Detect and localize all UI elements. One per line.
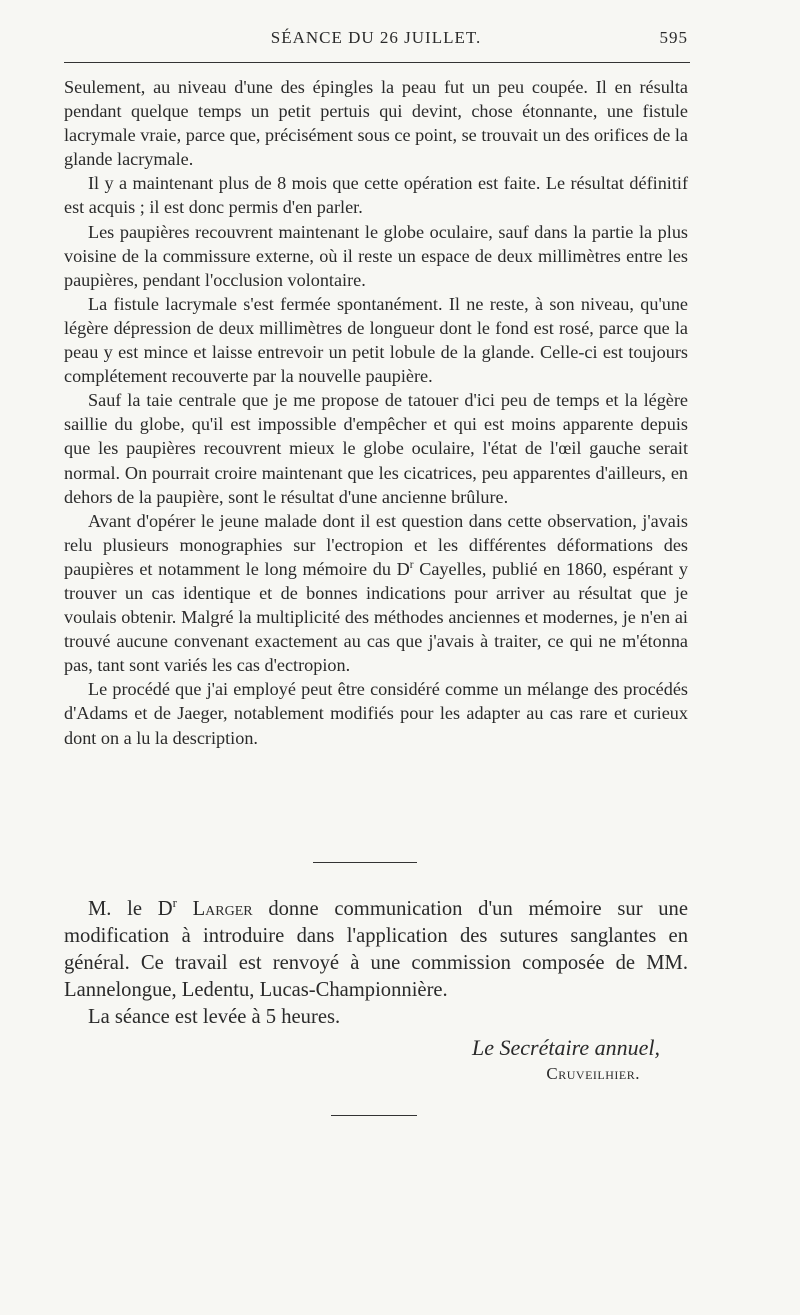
running-title: SÉANCE DU 26 JUILLET.	[270, 28, 482, 47]
paragraph: Il y a maintenant plus de 8 mois que cette opération est faite. Le résultat définitif est acquis ; il est donc permis d'en parler.	[64, 173, 688, 218]
communication-paragraph	[64, 896, 688, 1004]
author-name: Larger	[192, 898, 253, 920]
paragraph-text: Avant d'opérer le jeune malade dont il est question dans cette observation, j'avais relu plusieurs monographies sur l'ectropion et les différentes déformations des paupières et notamment le long mémoire du D	[64, 510, 688, 579]
superscript: r	[172, 896, 177, 911]
signature-name: Cruveilhier.	[546, 1064, 640, 1083]
paragraph-text: Cayelles, publié en 1860, espérant y trouver un cas identique et de bonnes indications pour arriver au résultat que je voulais obtenir. Malgré la multiplicité des méthodes anciennes et modernes, je n'en ai trouvé aucune convenant exactement au cas que j'avais à traiter, ce qui ne m'étonna pas, tant sont variés les cas d'ectropion.	[64, 558, 688, 676]
paragraph-text: donne communication d'un mémoire sur une modification à introduire dans l'application des sutures sanglantes en général. Ce travail est renvoyé à une commission composée de MM. Lannelongue, Ledentu, Lucas-Championnière.	[64, 898, 688, 1001]
signature-role: Le Secrétaire annuel,	[472, 1035, 660, 1060]
header-rule	[64, 62, 690, 63]
paragraph	[64, 509, 688, 678]
superscript: r	[409, 558, 414, 571]
paragraph: Le procédé que j'ai employé peut être considéré comme un mélange des procédés d'Adams et de Jaeger, notablement modifiés pour les adapter au cas rare et curieux dont on a lu la description.	[64, 679, 688, 748]
paragraph: Les paupières recouvrent maintenant le globe oculaire, sauf dans la partie la plus voisine de la commissure externe, où il reste un espace de deux millimètres entre les paupières, pendant l'occlusion volontaire.	[64, 221, 688, 290]
page-number: 595	[659, 28, 688, 47]
paragraph: Seulement, au niveau d'une des épingles la peau fut un peu coupée. Il en résulta pendant quelque temps un petit pertuis qui devint, chose étonnante, une fistule lacrymale vraie, parce que, précisément sous ce point, se trouvait un des orifices de la glande lacrymale.	[64, 77, 688, 170]
minutes-text	[64, 896, 688, 1031]
paragraph: La fistule lacrymale s'est fermée spontanément. Il ne reste, à son niveau, qu'une légère dépression de deux millimètres de longueur dont le fond est rosé, parce que la peau y est mince et laisse entrevoir un petit lobule de la glande. Celle-ci est toujours complétement recouverte par la nouvelle paupière.	[64, 293, 688, 387]
closing-paragraph: La séance est levée à 5 heures.	[88, 1006, 341, 1028]
paragraph: Sauf la taie centrale que je me propose de tatouer d'ici peu de temps et la légère saillie du globe, qu'il est impossible d'empêcher et qui est moins apparente depuis que les paupières recouvrent mieux le globe oculaire, l'état de l'œil gauche serait normal. On pourrait croire maintenant que les cicatrices, peu apparentes d'ailleurs, en dehors de la paupière, sont le résultat d'une ancienne brûlure.	[64, 390, 688, 507]
end-divider	[331, 1115, 417, 1116]
section-divider	[313, 862, 417, 863]
paragraph-text: M. le D	[88, 898, 173, 920]
body-text	[64, 75, 688, 750]
running-header	[64, 28, 688, 54]
